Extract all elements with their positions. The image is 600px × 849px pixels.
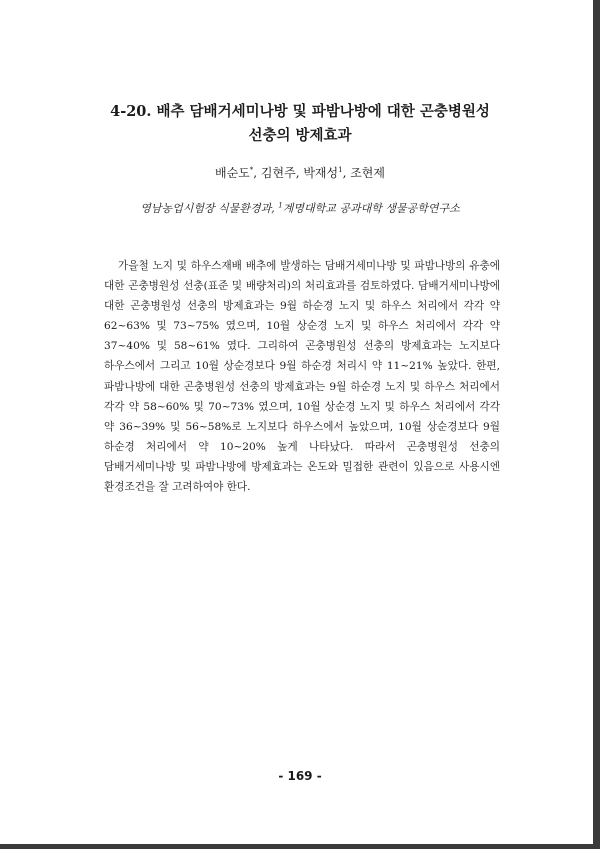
affiliation-1: 영남농업시험장 식물환경과, (140, 202, 279, 215)
title-line-2: 선충의 방제효과 (248, 127, 352, 144)
page-number: - 169 - (278, 769, 322, 783)
author-1: 배순도 (215, 166, 250, 180)
page-edge-bottom (0, 844, 600, 849)
author-list (60, 164, 540, 182)
affiliation (60, 201, 540, 217)
affiliation-2-mark: 1 (278, 201, 283, 210)
author-4: , 조현제 (342, 166, 385, 180)
corresponding-author-mark: * (249, 166, 254, 174)
affiliation-2: 계명대학교 공과대학 생물공학연구소 (282, 202, 460, 215)
page-edge-right (593, 0, 600, 849)
affiliation-mark-1: 1 (338, 166, 343, 174)
title-line-1: 4-20. 배추 담배거세미나방 및 파밤나방에 대한 곤충병원성 (110, 103, 490, 120)
abstract-text: 가을철 노지 및 하우스재배 배추에 발생하는 담배거세미나방 및 파밤나방의 유충에 대한 곤충병원성 선충(표준 및 배량처리)의 처리효과를 검토하였다. 담배거세미나방에 대한 곤충병원성 선충의 방제효과는 9월 하순경 노지 및 하우스 처리에서 각각 약 62~63% 및 73~75% 였으며, 10월 상순경 노지 및 하우스 처리에서 각각 약 37~40% 및 58~61% 였다. 그리하여 곤충병원성 선충의 방제효과는 노지보다 하우스에서 그리고 10월 상순경보다 9월 하순경 처리시 약 11~21% 높았다. 한편, 파밤나방에 대한 곤충병원성 선충의 방제효과는 9월 하순경 노지 및 하우스 처리에서 각각 약 58~60% 및 70~73% 였으며, 10월 상순경 노지 및 하우스 처리에서 각각 약 36~39% 및 56~58%로 노지보다 하우스에서 높았으며, 10월 상순경보다 9월 하순경 처리에서 약 10~20% 높게 나타났다. 따라서 곤충병원성 선충의 담배거세미나방 및 파밤나방에 방제효과는 온도와 밀접한 관련이 있음으로 사용시엔 환경조건을 잘 고려하여야 한다. (104, 260, 500, 494)
author-2-3: , 김현주, 박재성 (253, 166, 339, 180)
paper-title (60, 100, 540, 148)
